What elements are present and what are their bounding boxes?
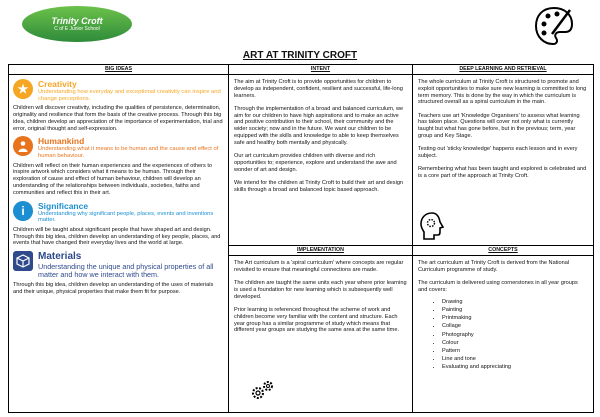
concepts-list xyxy=(418,298,588,372)
list-item: • Printmaking xyxy=(442,314,588,322)
creativity-body: Children will discover creativity, including the qualities of persistence, determination, originality and resilience that form the basis of the creative process. Through this big idea, children develop an appreciation of the importance of experimentation, trial and error, original thought and self-expression. xyxy=(13,105,223,132)
implementation-section xyxy=(229,246,412,338)
materials-body: Through this big idea, children develop an understanding of the uses of materials and their unique, physical properties that make them fit for purpose. xyxy=(13,282,214,295)
list-item: • Evaluating and appreciating xyxy=(442,363,588,371)
list-item: • Collage xyxy=(442,322,588,330)
significance-title: Significance xyxy=(38,200,89,211)
deep-concepts-column xyxy=(413,65,593,412)
logo-name: Trinity Croft xyxy=(51,16,103,26)
intent-header: INTENT xyxy=(229,65,412,75)
concepts-section xyxy=(413,246,593,376)
concepts-para-2: The curriculum is delivered using cornerstones in all year groups and covers: xyxy=(418,280,578,293)
deep-learning-header: DEEP LEARNING AND RETRIEVAL xyxy=(413,65,593,75)
materials-title: Materials xyxy=(38,251,82,263)
list-item: • Drawing xyxy=(442,298,588,306)
person-icon xyxy=(13,136,33,156)
intent-para-1: The aim at Trinity Croft is to provide opportunities for children to develop as independent, confident, resilient and successful, life-long learners. xyxy=(234,79,403,99)
page-title: ART AT TRINITY CROFT xyxy=(242,50,358,61)
big-ideas-column xyxy=(9,65,229,412)
creativity-subtitle: Understanding how everyday and exceptional creativity can inspire and change perceptions. xyxy=(38,89,221,102)
cube-icon xyxy=(13,251,33,271)
intent-section xyxy=(229,65,412,246)
deep-para-3: Testing out 'sticky knowledge' happens each lesson and in every subject. xyxy=(418,146,578,160)
big-idea-humankind xyxy=(9,136,228,196)
list-item: • Colour xyxy=(442,339,588,347)
concepts-header: CONCEPTS xyxy=(413,246,593,256)
palette-icon xyxy=(532,4,576,48)
intent-para-4: We intend for the children at Trinity Croft to build their art and design skills through a broad and balanced topic based approach. xyxy=(234,180,404,193)
head-gear-icon xyxy=(419,211,445,241)
humankind-subtitle: Understanding what it means to be human and the cause and effect of human behaviour. xyxy=(38,146,219,159)
list-item: • Painting xyxy=(442,306,588,314)
big-idea-creativity xyxy=(9,79,228,132)
big-idea-significance xyxy=(9,201,228,248)
intent-implementation-column xyxy=(229,65,413,412)
content-grid xyxy=(8,64,594,413)
big-ideas-header: BIG IDEAS xyxy=(9,65,228,75)
list-item: • Line and tone xyxy=(442,355,588,363)
big-idea-materials xyxy=(9,251,228,296)
implementation-para-2: The children are taught the same units each year where prior learning is used a foundation for new learning which is subsequently well developed. xyxy=(234,280,407,300)
intent-para-3: Our art curriculum provides children with diverse and rich opportunities to; experience, explore and understand the awe and wonder of art and design. xyxy=(234,153,397,173)
star-icon: ★ xyxy=(13,79,33,99)
implementation-para-3: Prior learning is referenced throughout the scheme of work and children become very familiar with the content and structure. Each year group has a similar programme of study which means that different year groups are studying the same area at the same time. xyxy=(234,306,400,334)
gears-icon xyxy=(249,379,275,403)
concepts-para-1: The art curriculum at Trinity Croft is derived from the National Curriculum programme of study. xyxy=(418,260,570,273)
deep-para-1: The whole curriculum at Trinity Croft is structured to promote and exploit opportunities to make sure new learning is committed to long term memory. This is done by the way in which the curriculum is structured overall as a spiral curriculum in the main. xyxy=(418,79,587,106)
logo-subtitle: C of E Junior School xyxy=(54,26,100,32)
deep-para-2: Teachers use art 'Knowledge Organisers' to assess what learning has taken place. Questions will cover not only what is currently taught but what has gone before, but in the previous; term, year group and Key Stage. xyxy=(418,112,580,140)
significance-body: Children will be taught about significant people that have shaped art and design. Through this big idea, children develop an understanding of key people, places, and events that have changed their everyday lives and the world at large. xyxy=(13,226,221,247)
implementation-header: IMPLEMENTATION xyxy=(229,246,412,256)
deep-para-4: Remembering what has been taught and explored is celebrated and is a core part of the approach at Trinity Croft. xyxy=(418,166,587,180)
significance-subtitle: Understanding why significant people, places, events and inventions matter. xyxy=(38,210,214,224)
creativity-title: Creativity xyxy=(38,79,77,89)
materials-subtitle: Understanding the unique and physical properties of all matter and how we interact with them. xyxy=(38,262,214,280)
deep-learning-section xyxy=(413,65,593,246)
list-item: • Pattern xyxy=(442,347,588,355)
implementation-para-1: The Art curriculum is a 'spiral curriculum' where concepts are regular revisited to ensure that meaningful connections are made. xyxy=(234,260,404,273)
humankind-title: Humankind xyxy=(38,136,85,147)
humankind-body: Children will reflect on their human experiences and the experiences of others to inspire artwork which considers what it means to be human. Through their exploration of cause and effect of human behaviour, children will develop an understanding of the relationships between individuals, societies, faiths and communities and reflect this in their art. xyxy=(13,162,212,196)
list-item: • Photography xyxy=(442,331,588,339)
intent-para-2: Through the implementation of a broad and balanced curriculum, we aim for our children to have high aspirations and to make an active and positive contribution to their school, their community and the wider society; now and in the future. We want our children to be equipped with the skills and knowledge to able to keep themselves safe and healthy both mentally and physically. xyxy=(234,105,404,146)
info-icon: i xyxy=(13,201,33,221)
school-logo xyxy=(22,6,132,42)
